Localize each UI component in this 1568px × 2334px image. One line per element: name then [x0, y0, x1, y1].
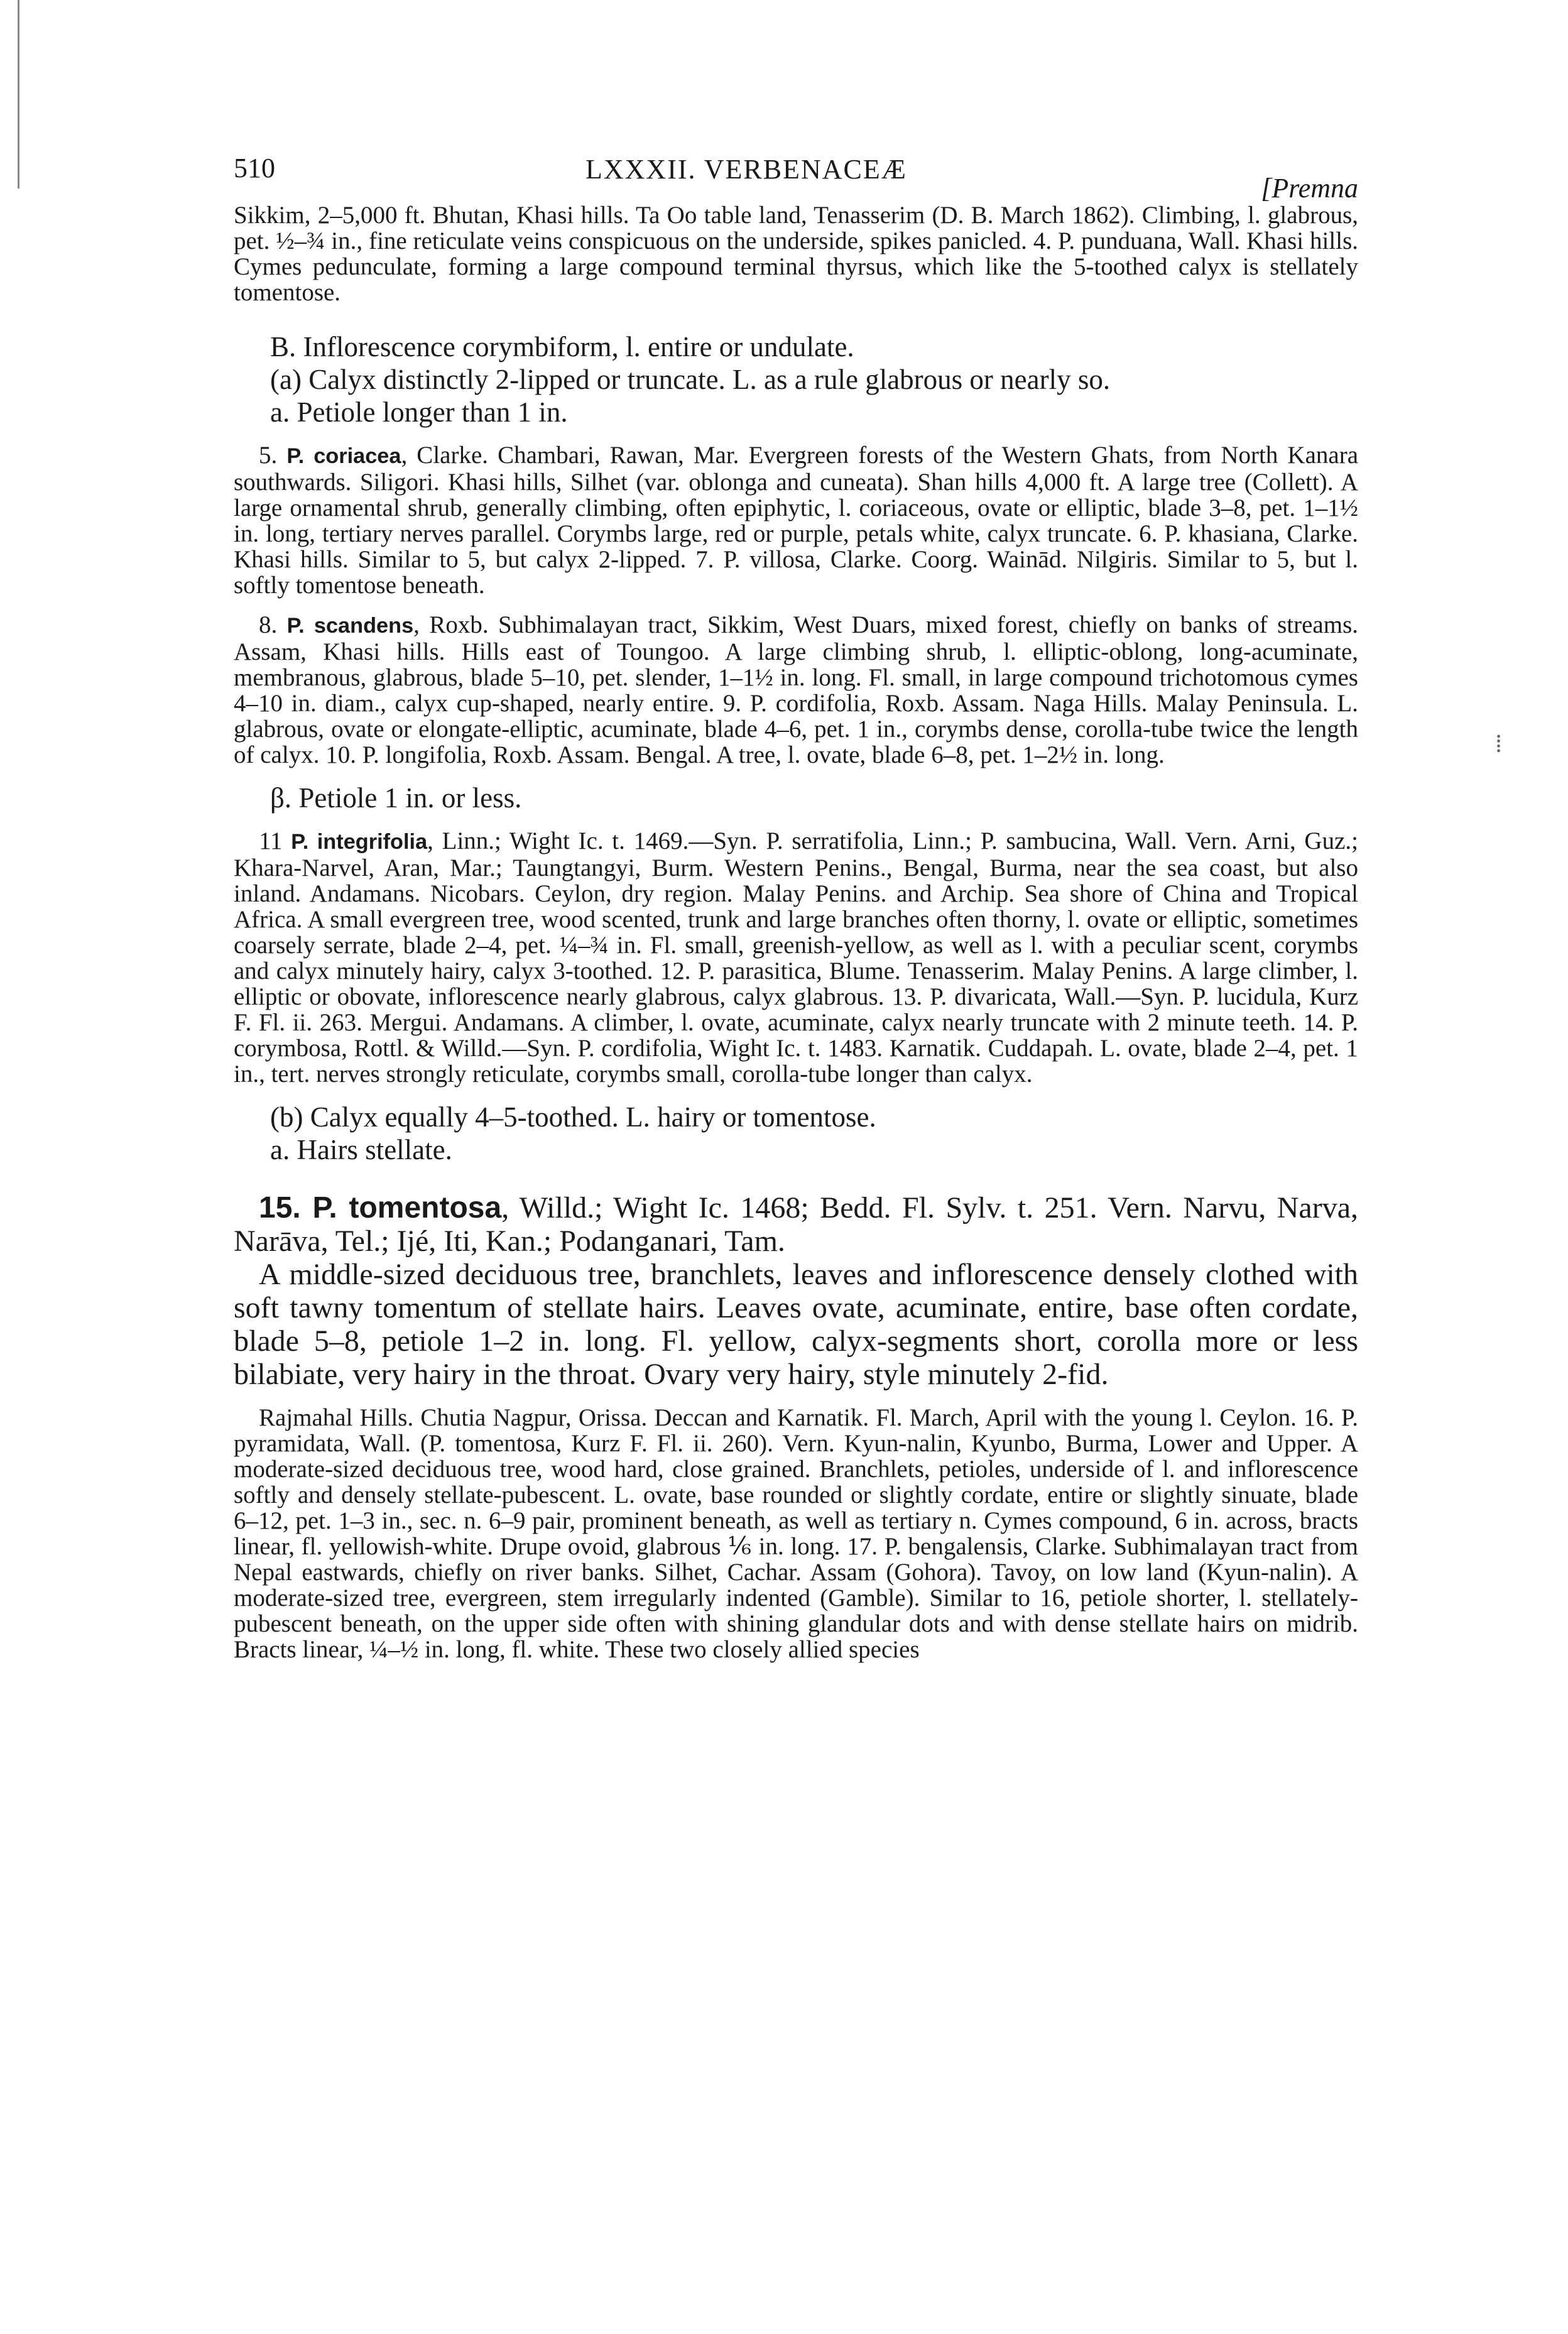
page-number: 510: [234, 153, 275, 183]
page-header: [234, 139, 1358, 202]
continuation-paragraph: Sikkim, 2–5,000 ft. Bhutan, Khasi hills. Ta Oo table land, Tenasserim (D. B. March 1862). Climbing, l. glabrous, pet. ½–¾ in., fine reticulate veins conspicuous on the underside, spikes panicled. 4. P. punduana, Wall. Khasi hills. Cymes pedunculate, forming a large compound terminal thyrsus, which like the 5-toothed calyx is stellately tomentose.: [234, 202, 1358, 306]
key-hairs-stellate-heading: a. Hairs stellate.: [270, 1134, 452, 1165]
integrifolia-species-name: P. integrifolia: [291, 830, 428, 854]
key-alpha-heading: a. Petiole longer than 1 in.: [270, 396, 568, 428]
coriacea-number: 5.: [259, 442, 287, 469]
integrifolia-text: , Linn.; Wight Ic. t. 1469.—Syn. P. serratifolia, Linn.; P. sambucina, Wall. Vern. Arni, Guz.; Khara-Narvel, Aran, Mar.; Taungtangyi, Burm. Western Penins., Bengal, Burma, near the sea coast, but also inland. Andamans. Nicobars. Ceylon, dry region. Malay Penins. and Archip. Sea shore of China and Tropical Africa. A small evergreen tree, wood scented, trunk and large branches often thorny, l. ovate or elliptic, sometimes coarsely serrate, blade 2–4, pet. ¼–¾ in. Fl. small, greenish-yellow, as well as l. with a peculiar scent, corymbs and calyx minutely hairy, calyx 3-toothed. 12. P. parasitica, Blume. Tenasserim. Malay Penins. A large climber, l. elliptic or obovate, inflorescence nearly glabrous, calyx glabrous. 13. P. divaricata, Wall.—Syn. P. lucidula, Kurz F. Fl. ii. 263. Mergui. Andamans. A climber, l. ovate, acuminate, calyx nearly truncate with 2 minute teeth. 14. P. corymbosa, Rottl. & Willd.—Syn. P. cordifolia, Wight Ic. t. 1483. Karnatik. Cuddapah. L. ovate, blade 2–4, pet. 1 in., tert. nerves strongly reticulate, corymbs small, corolla-tube longer than calyx.: [234, 827, 1358, 1088]
running-genus: [Premna: [1261, 173, 1358, 204]
tomentosa-description: A middle-sized deciduous tree, branchlets, leaves and inflorescence densely clothed with soft tawny tomentum of stellate hairs. Leaves ovate, acuminate, entire, base often cordate, blade 5–8, petiole 1–2 in. long. Fl. yellow, calyx-segments short, corolla more or less bilabiate, very hairy in the throat. Ovary very hairy, style minutely 2-fid.: [234, 1258, 1358, 1391]
key-b-heading: B. Inflorescence corymbiform, l. entire or undulate.: [270, 331, 854, 363]
tomentosa-heading-text: , Willd.; Wight Ic. 1468; Bedd. Fl. Sylv. t. 251. Vern. Narvu, Narva, Narāva, Tel.; Ijé, Iti, Kan.; Podanganari, Tam.: [234, 1191, 1358, 1258]
running-title: LXXXII. VERBENACEÆ: [585, 154, 907, 185]
coriacea-text: , Clarke. Chambari, Rawan, Mar. Evergreen forests of the Western Ghats, from North Kanara southwards. Siligori. Khasi hills, Silhet (var. oblonga and cuneata). Shan hills 4,000 ft. A large tree (Collett). A large ornamental shrub, generally climbing, often epiphytic, l. coriaceous, ovate or elliptic, blade 3–8, pet. 1–1½ in. long, tertiary nerves parallel. Corymbs large, red or purple, petals white, calyx truncate. 6. P. khasiana, Clarke. Khasi hills. Similar to 5, but calyx 2-lipped. 7. P. villosa, Clarke. Coorg. Wainād. Nilgiris. Similar to 5, but l. softly tomentose beneath.: [234, 442, 1359, 599]
scandens-text: , Roxb. Subhimalayan tract, Sikkim, West Duars, mixed forest, chiefly on banks of streams. Assam, Khasi hills. Hills east of Toungoo. A large climbing shrub, l. elliptic-oblong, long-acuminate, membranous, glabrous, blade 5–10, pet. slender, 1–1½ in. long. Fl. small, in large compound trichotomous cymes 4–10 in. diam., calyx cup-shaped, nearly entire. 9. P. cordifolia, Roxb. Assam. Naga Hills. Malay Peninsula. L. glabrous, ovate or elongate-elliptic, acuminate, blade 4–6, pet. 1 in., corymbs dense, corolla-tube twice the length of calyx. 10. P. longifolia, Roxb. Assam. Bengal. A tree, l. ovate, blade 6–8, pet. 1–2½ in. long.: [234, 611, 1358, 768]
key-a-paren-heading: (a) Calyx distinctly 2-lipped or truncate. L. as a rule glabrous or nearly so.: [270, 364, 1111, 395]
integrifolia-number: 11: [259, 827, 291, 854]
integrifolia-paragraph: [234, 828, 1358, 1087]
coriacea-paragraph: [234, 442, 1358, 598]
scan-edge-line: [18, 0, 19, 188]
tomentosa-species-name: 15. P. tomentosa: [259, 1191, 502, 1224]
scandens-paragraph: [234, 612, 1358, 768]
scandens-species-name: P. scandens: [286, 614, 414, 638]
margin-mark: ⁞: [1495, 729, 1503, 758]
coriacea-species-name: P. coriacea: [286, 444, 401, 468]
tomentosa-heading: [234, 1191, 1358, 1258]
scandens-number: 8.: [259, 611, 287, 638]
page: [234, 139, 1358, 1662]
key-b-paren-heading: (b) Calyx equally 4–5-toothed. L. hairy or tomentose.: [270, 1101, 876, 1133]
rajmahal-paragraph: Rajmahal Hills. Chutia Nagpur, Orissa. Deccan and Karnatik. Fl. March, April with the young l. Ceylon. 16. P. pyramidata, Wall. (P. tomentosa, Kurz F. Fl. ii. 260). Vern. Kyun-nalin, Kyunbo, Burma, Lower and Upper. A moderate-sized deciduous tree, wood hard, close grained. Branchlets, petioles, underside of l. and inflorescence softly and densely stellate-pubescent. L. ovate, base rounded or slightly cordate, entire or slightly sinuate, blade 6–12, pet. 1–3 in., sec. n. 6–9 pair, prominent beneath, as well as tertiary n. Cymes compound, 6 in. across, bracts linear, fl. yellowish-white. Drupe ovoid, glabrous ⅙ in. long. 17. P. bengalensis, Clarke. Subhimalayan tract from Nepal eastwards, chiefly on river banks. Silhet, Cachar. Assam (Gohora). Tavoy, on low land (Kyun-nalin). A moderate-sized tree, evergreen, stem irregularly indented (Gamble). Similar to 16, petiole shorter, l. stellately-pubescent beneath, on the upper side often with shining glandular dots and with dense stellate hairs on midrib. Bracts linear, ¼–½ in. long, fl. white. These two closely allied species: [234, 1404, 1358, 1663]
key-beta-heading: β. Petiole 1 in. or less.: [270, 782, 522, 814]
